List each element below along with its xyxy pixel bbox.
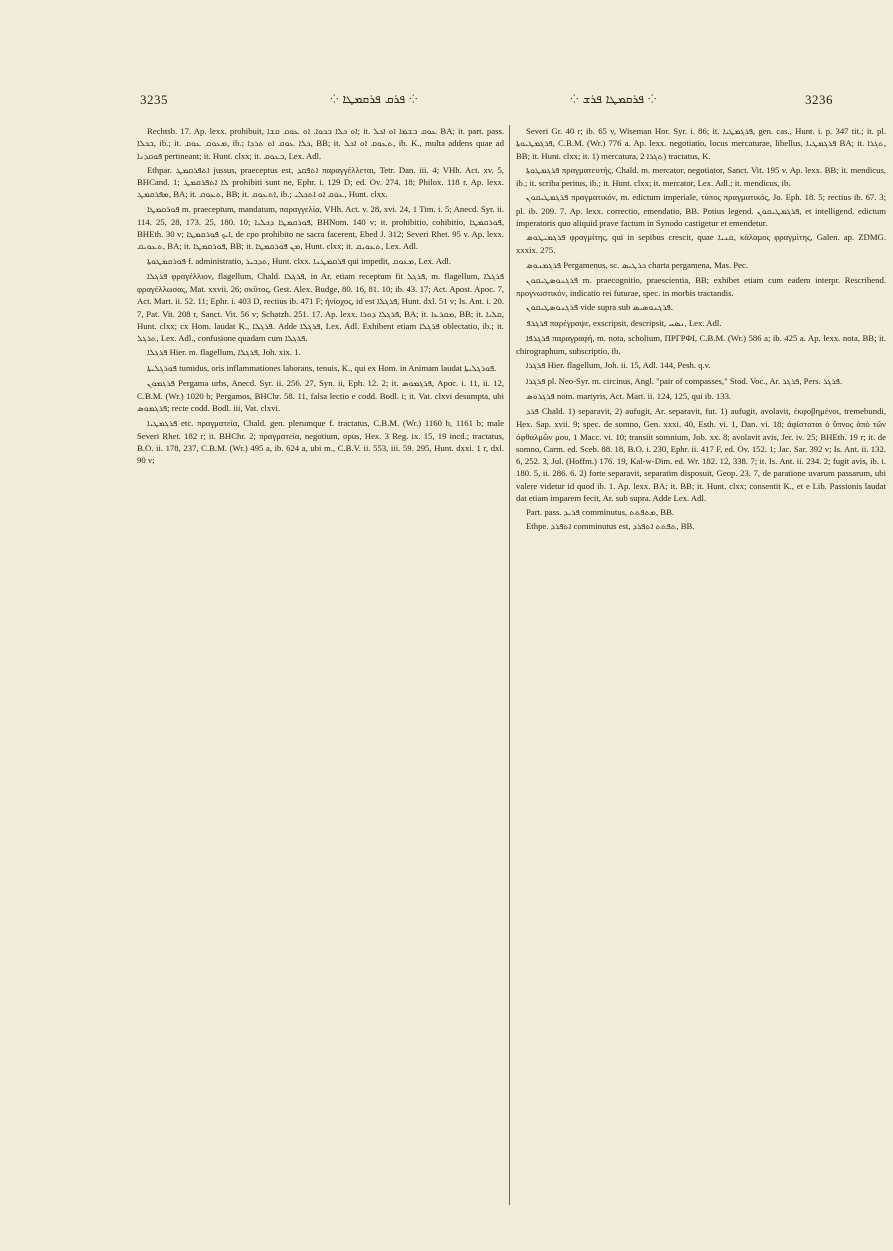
dictionary-entry bbox=[516, 332, 886, 358]
entry-headword: ܦܪܓܡܘܢ bbox=[147, 378, 175, 389]
page-header bbox=[140, 92, 833, 114]
entry-headword: ܦܪܓܪܐ bbox=[526, 361, 546, 372]
dictionary-entry bbox=[516, 520, 886, 532]
entry-headword: ܦܪܓܪܦܐ bbox=[526, 333, 550, 344]
dictionary-entry bbox=[137, 417, 504, 467]
entry-text: nom. martyris, Act. Mart. ii. 124, 125, qui ib. 133. bbox=[556, 390, 732, 401]
dictionary-entry bbox=[516, 301, 886, 314]
left-column bbox=[137, 125, 504, 1205]
dictionary-entry bbox=[137, 203, 504, 253]
dictionary-entry bbox=[137, 270, 504, 345]
entry-text: pl. Neo-Syr. m. circinus, Angl. "pair of compasses," Stod. Voc., Ar. ܦܪܓܪ, Pers. ܦܪܓܪ. bbox=[547, 375, 843, 386]
entry-headword: ܦܪܓܠܐ bbox=[147, 348, 168, 359]
dictionary-entry bbox=[516, 231, 886, 257]
page-number-left: 3235 bbox=[140, 92, 168, 107]
running-head-left: ⁘ ܦܪܩ ܦܪܩܡܛܐ ⁘ bbox=[330, 92, 418, 106]
entry-headword: ܦܘܪܓܠܝܬܐ bbox=[147, 363, 177, 374]
dictionary-entry bbox=[516, 506, 886, 518]
entry-text: m. praecognitio, praescientia, BB; exhibet etiam cum eadem interpr. Rescribend. προγνωστικόν, indicatio rei futurae, spec. in morbis tractandis. bbox=[516, 274, 886, 298]
entry-headword: ܦܪܓܡܛܘܬܐ bbox=[526, 165, 560, 176]
entry-headword: ܦܪܓܠܐ bbox=[147, 271, 168, 282]
running-head-right: ⁘ ܦܪܩܡܛܐ ܦܪܫ ⁘ bbox=[570, 92, 657, 106]
entry-headword: ܦܘܪܩܡܛܘܬܐ bbox=[147, 256, 186, 267]
entry-text: vide supra sub ܦܪܓܢܘܣܝܣ. bbox=[580, 302, 673, 313]
dictionary-entry bbox=[516, 405, 886, 504]
entry-text: Ethpar. ܐܬܦܪܩܡܛ jussus, praeceptus est, ܐܬܦܩܕ παραγγέλλεται, Tetr. Dan. iii. 4; VHh. Act. xv. 5, BHCand. 1; ܠܐ ܐܬܦܪܩܡܛ prohibiti sunt ne, Ephr. i. 129 D; ed. Ov. 274. 18; Philox. 118 r. Ap. lexx. ܡܦܪܩܡܛ, BA; it. ܬܥܘܩ, BB; it. ܐܬܥܘܩ, ib.; ܥܘܩ ܐܘ ܐܬܟܠܝ, Hunt. clxx. bbox=[137, 164, 504, 200]
entry-text: etc. πραγματεία, Chald. gen. plerumque f. tractatus, C.B.M. (Wr.) 1160 b, 1161 b; male Severi Rhet. 182 r; it. BHChr. 2; πραγματεία, negotium, opus, Hex. 3 Reg. ix. 15, 19 incd.; tractatus, B.O. ii. 178, 237, C.B.M. (Wr.) 495 a, ib. 624 a, ubi m., C.B.V. ii. 553, iii. 59. 295, Hunt. dxxi. 1 r, dxl. 90 v; bbox=[137, 417, 504, 466]
dictionary-entry bbox=[516, 125, 886, 162]
entry-text: Rechtsb. 17. Ap. lexx. prohibuit, ܐܘ ܟܠܐ ܒܟܘܐ. ܐܘ ܥܘܩ ܩܫܐ; it. ܥܘܩ ܒܫܡܐ ܐܘ ܐܟܠ BA; it. part. pass. ܒܟܠܐ, ib.; it. ܡܥܘܩ ܥܘܩ, ib.; ܟܠܐ ܥܘܩ ܐܘ ܬܪܕܐ, BB; it. ܬܥܘܩ ܐܘ ܐܟܠ, ib. K., multa addens quae ad ܦܘܩܕܢܐ pertineant; it. Hunt. clxx; it. ܒܥܘܩ, Lex. Adl. bbox=[137, 126, 504, 161]
entry-headword: ܦܪܓܢܘܣܛܝܩܘܢ bbox=[526, 303, 579, 314]
dictionary-entry bbox=[516, 274, 886, 300]
entry-text: φραγμίτης, qui in sepibus crescit, quae ܩܢܝܐ, κάλαμος φραγμίτης, Galen. ap. ZDMG. xxxix. 275. bbox=[516, 232, 886, 256]
dictionary-entry bbox=[137, 362, 504, 375]
entry-text: πραγματικόν, m. edictum imperiale, τύπος πραγματικός, Jo. Eph. 18. 5; rectius ib. 67. 3; pl. ib. 209. 7. Ap. lexx. correctio, emendatio, BB. Potius legend. ܦܪܓܡܛܝܩܘܢ, et intelligend. edictum imperatoris quo aliquid prave factum in Synodo castigetur et emendetur. bbox=[516, 192, 886, 228]
entry-headword: ܦܪܓܡܛܝܐ bbox=[147, 418, 178, 429]
entry-headword: ܦܪܓܪܐ bbox=[526, 376, 546, 387]
dictionary-entry bbox=[516, 259, 886, 272]
dictionary-entry bbox=[137, 164, 504, 201]
dictionary-entry bbox=[516, 390, 886, 403]
entry-text: Pergama urbs, Anecd. Syr. ii. 256. 27, Syn. ii, Eph. 12. 2; it. ܦܪܓܡܘܣ, Apoc. i. 11, ii. 12, C.B.M. (Wr.) 1020 b; Pergamos, BHChr. 58. 11, falsa lectio e codd. Bodl. i; it. Vat. clxvi desumpta, ubi ܦܪܓܡܘܣ; recte codd. Bodl. iii, Vat. clxvi. bbox=[137, 377, 504, 414]
entry-text: f. administratio, ܬܕܒܝܪ, Hunt. clxx. ܦܪܩܡܛܢܐ qui impedit, ܡܥܘܩ, Lex. Adl. bbox=[188, 255, 451, 266]
page-number-right: 3236 bbox=[805, 92, 833, 107]
dictionary-entry bbox=[137, 346, 504, 359]
entry-headword: ܦܪܓܪܘܣ bbox=[526, 391, 555, 402]
entry-headword: ܦܪܓܢܘܣܛܝܩܘܢ bbox=[526, 275, 579, 286]
entry-text: Chald. 1) separavit, 2) aufugit, Ar. separavit, fut. 1) aufugit, avolavit, ἐκφοβημένοι, tremebundi, Hex. Sap. xvii. 9; spec. de somno, Gen. xxxi. 40, Esth. vi. 1, Dan. vi. 18; ἀφίσταται ὁ ὕπνος ἀπὸ τῶν ὀφθαλμῶν μου, 1 Macc. vi. 10; transiit somnium, Job. xx. 8; avolavit avis, Jer. iv. 25; BHEth. 19 r; it. de somno, Carm. ed. Sceb. 88. 18, B.O. i. 230, Ephr. ii. 417 F, ed. Ov. 152. 1; Jac. Sar. 392 v; Is. Ant. ii. 132. 6, 252. 3, Jul. (Hoffm.) 176. 19, Kal-w-Dim. ed. Wr. 182. 12, 338. 7; it. Is. Ant. ii. 234. 2; fugit avis, ib. i. 180. 5, ii. 286. 6. 2) forte separavit, separatim disposuit, Geop. 23. 7, de paratione uvarum passarum, ubi valere videtur id quod ib. 1. Ap. lexx. BA; it. BB; it. Hunt. clxx; consentit K., et e Lib. Passionis laudat dat etiam imparem fecit, Ar. sub supra. Adde Lex. Adl. bbox=[516, 406, 886, 503]
entry-headword: ܦܪܓܡܢܘܣ bbox=[526, 260, 562, 271]
entry-text: m. praeceptum, mandatum, παραγγελία, VHh. Act. v. 28, xvi. 24, 1 Tim. i. 5; Anecd. Syr. ii. 114. 25, 28, 173. 25, 180. 10; ܦܘܪܩܡܛܐ ܕܟܠܝܐ, BHNom. 140 v; it. prohibitio, cohibitio, ܦܘܪܩܡܛܐ, BHEth. 30 v; ܐܝܟ ܦܘܪܩܡܛܐ, de cpo prohibito ne sacra facerent, Ebed J. 312; Severi Rhet. 95 v. Ap. lexx. ܬܥܘܝܩ, BA; it. ܦܘܪܩܡܛܐ, BB; it. ܡܢ ܦܘܪܩܡܛܐ, Hunt. clxx; it. ܬܥܘܝܩ, Lex. Adl. bbox=[137, 203, 504, 252]
dictionary-entry bbox=[516, 359, 886, 372]
entry-text: Pergamenus, sc. ܟܪܛܝܣ charta pergamena, Mas. Pec. bbox=[563, 259, 748, 270]
dictionary-entry bbox=[516, 317, 886, 330]
dictionary-entry bbox=[516, 164, 886, 190]
entry-text: φραγέλλιον, flagellum, Chald. ܦܪܓܠܐ, in Ar. etiam receptum fit ܦܪܓܠ, m. flagellum, ܦܪܓܠܐ φραγέλλωσας, Mat. xxvii. 26; σκῦτος, Gest. Alex. Budge, 80. 16, 81. 10; ib. 43. 17; Act. Apost. Apoc. 7, Act. Mart. ii. 52. 11; Ephr. i. 403 D, rectius ib. 471 F; ἡνίοχος, id est ܦܪܓܠܐ, Hunt. dxl. 51 v; Is. Ant. i. 20. 7, Pat. Vit. 208 r, Sanct. Vit. 56 v; Schatzh. 251. 17. Ap. lexx. ܦܪܓܠܐ ܕܘܪܐ, BA; it. ܡܩܪܥܐ, BB; it. ܩܠܝܐ, Hunt. clxx; cx Hom. laudat K., ܦܪܓܠܐ. Adde ܦܪܓܠܐ, Lex. Adl. Exhibent etiam ܦܪܓܠܐ oblectatio, ib.; it. ܬܪܓܠ, Lex. Adl., confusione quadam cum ܦܪܓܠܐ. bbox=[137, 270, 504, 343]
entry-text: tumidus, oris inflammationes laborans, tenuis, K., qui ex Hom. in Animam laudat ܦܘܪܓܠܝܬܐ. bbox=[179, 362, 497, 373]
right-column bbox=[516, 125, 886, 1205]
dictionary-entry bbox=[137, 125, 504, 162]
column-divider bbox=[509, 125, 510, 1205]
entry-text: Hier. flagellum, Joh. ii. 15, Adl. 144, Pesh. q.v. bbox=[547, 360, 711, 371]
entry-text: παραγραφή, m. nota, scholium, ΠΡΓΡΦΙ, C.B.M. (Wr.) 586 a; ib. 425 a. Ap. lexx. nota, BB; it. chirographum, subscriptio, ib. bbox=[516, 332, 886, 356]
entry-headword: ܦܪܓܡܛܝܩܘܢ bbox=[526, 193, 569, 204]
entry-headword: ܦܪܓܪܦ bbox=[526, 318, 548, 329]
dictionary-entry bbox=[137, 377, 504, 415]
entry-text: Ethpe. ܐܬܦܪܕ comminutus est, ܬܦܬܬ ܐܬܦܪܕ, BB. bbox=[526, 521, 695, 532]
dictionary-entry bbox=[137, 255, 504, 268]
entry-text: Hier. m. flagellum, ܦܪܓܠܐ, Joh. xix. 1. bbox=[169, 347, 301, 358]
entry-text: Part. pass. ܦܪܝܕ comminutus, ܡܬܦܬܬ, BB. bbox=[526, 507, 675, 517]
dictionary-entry bbox=[516, 375, 886, 388]
entry-headword: ܦܘܪܩܡܛܐ bbox=[147, 204, 180, 215]
entry-text: πραγματευτής, Chald. m. mercator, negotiator, Sanct. Vit. 195 v. Ap. lexx. BB; it. mendicus, ib.; it. scriba peritus, ib.; it. Hunt. clxx; it. mercator, Lex. Adl.; it. mendicus, ib. bbox=[516, 164, 886, 188]
entry-text: παρέγραψε, exscripsit, descripsit, ܢܣܚ, Lex. Adl. bbox=[549, 317, 722, 328]
entry-headword: ܦܪܓܡܝܛܘܣ bbox=[526, 233, 566, 243]
dictionary-entry bbox=[516, 191, 886, 229]
entry-headword: ܦܪܕ bbox=[526, 407, 539, 417]
entry-text: Severi Gr. 40 r; ib. 65 v, Wiseman Hor. Syr. i. 86; it. ܦܪܓܡܛܝܐ, gen. cas., Hunt. i. p. 347 tit.; it. pl. ܦܪܓܡܛܝܘܬܐ, C.B.M. (Wr.) 776 a. Ap. lexx. negotiatio, locus mercaturae, libellus, ܦܪܓܡܛܝܐ BA; it. ܬܓܪܐ, BB; it. Hunt. clxx; it. 1) mercatura, ܬܓܪܐ 2) tractatus, K. bbox=[516, 126, 886, 161]
